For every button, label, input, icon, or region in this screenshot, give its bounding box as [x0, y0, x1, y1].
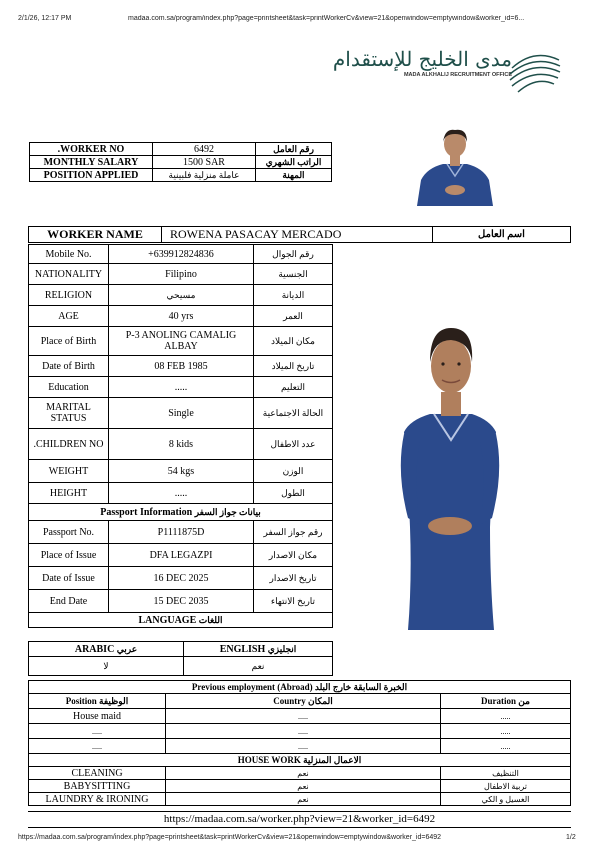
position-label: POSITION APPLIED — [30, 169, 153, 182]
header-position-ar: الوظيفة — [99, 695, 129, 706]
passport-label: Place of Issue — [29, 544, 109, 567]
worker-no-label: .WORKER NO — [30, 143, 153, 156]
detail-ar: رقم الجوال — [254, 245, 333, 264]
employment-title — [29, 681, 571, 694]
table-row-country: ..... — [166, 739, 441, 754]
detail-ar: مكان الميلاد — [254, 327, 333, 356]
table-row-duration: ..... — [441, 724, 571, 739]
detail-label: AGE — [29, 306, 109, 327]
passport-value: DFA LEGAZPI — [109, 544, 254, 567]
detail-value: 54 kgs — [109, 460, 254, 483]
housework-title-en: HOUSE WORK — [237, 754, 301, 765]
worker-name-table — [28, 226, 571, 243]
housework-ar: التنظيف — [441, 767, 571, 780]
detail-ar: العمر — [254, 306, 333, 327]
housework-value: نعم — [166, 793, 441, 806]
table-row-duration: ..... — [441, 739, 571, 754]
english-en: ENGLISH — [219, 643, 266, 655]
employment-title-en: Previous employment (Abroad) — [191, 681, 313, 692]
detail-ar: الحالة الاجتماعية — [254, 398, 333, 429]
housework-ar: تربية الاطفال — [441, 780, 571, 793]
employment-title-ar: الخبرة السابقة خارج البلد — [314, 681, 408, 692]
worker-name-value: ROWENA PASACAY MERCADO — [162, 227, 433, 243]
arabic-label — [29, 642, 184, 657]
language-section-title — [29, 613, 333, 628]
passport-label: Date of Issue — [29, 567, 109, 590]
header-duration — [441, 694, 571, 709]
detail-ar: تاريخ الميلاد — [254, 356, 333, 377]
header-country — [166, 694, 441, 709]
header-position — [29, 694, 166, 709]
worker-no-value: 6492 — [153, 143, 256, 156]
detail-value: 8 kids — [109, 429, 254, 460]
table-row-duration: ..... — [441, 709, 571, 724]
detail-value: Single — [109, 398, 254, 429]
detail-ar: الديانة — [254, 285, 333, 306]
detail-value: ..... — [109, 483, 254, 504]
worker-photo-large — [390, 322, 510, 632]
logo-mark-icon — [504, 38, 564, 98]
language-title-ar: اللغات — [198, 614, 223, 625]
header-duration-en: Duration — [481, 695, 517, 706]
detail-label: .CHILDREN NO — [29, 429, 109, 460]
english-value: نعم — [184, 657, 333, 676]
detail-value: P-3 ANOLING CAMALIG ALBAY — [109, 327, 254, 356]
passport-ar: رقم جواز السفر — [254, 521, 333, 544]
logo-arabic: مدى الخليج للإستقدام — [332, 47, 512, 71]
passport-section-title — [29, 504, 333, 521]
salary-label: MONTHLY SALARY — [30, 156, 153, 169]
worker-link[interactable]: https://madaa.com.sa/worker.php?view=21&worker_id=6492 — [28, 811, 571, 828]
detail-value: 40 yrs — [109, 306, 254, 327]
passport-label: End Date — [29, 590, 109, 613]
worker-name-label: WORKER NAME — [29, 227, 162, 243]
table-row-position: ..... — [29, 739, 166, 754]
arabic-ar: عربي — [116, 643, 138, 654]
worker-name-ar: اسم العامل — [433, 227, 571, 243]
housework-value: نعم — [166, 767, 441, 780]
passport-ar: مكان الاصدار — [254, 544, 333, 567]
housework-label: CLEANING — [29, 767, 166, 780]
position-ar: المهنة — [256, 169, 332, 182]
page-number: 1/2 — [566, 834, 576, 841]
position-value: عاملة منزلية فلبينية — [153, 169, 256, 182]
arabic-en: ARABIC — [74, 643, 115, 655]
table-row-position: House maid — [29, 709, 166, 724]
housework-ar: الغسيل و الكي — [441, 793, 571, 806]
detail-value: ..... — [109, 377, 254, 398]
language-table — [28, 641, 333, 676]
detail-value: 08 FEB 1985 — [109, 356, 254, 377]
print-footer-url: https://madaa.com.sa/program/index.php?page=printsheet&task=printWorkerCv&view=21&openwindow=emptywindow&worker_id=6492 — [18, 834, 442, 841]
detail-label: NATIONALITY — [29, 264, 109, 285]
logo-english: MADA ALKHALIJ RECRUITMENT OFFICE — [403, 72, 512, 78]
details-table — [28, 244, 333, 628]
housework-title — [29, 754, 571, 767]
housework-value: نعم — [166, 780, 441, 793]
passport-ar: تاريخ الانتهاء — [254, 590, 333, 613]
header-country-en: Country — [273, 695, 306, 706]
passport-value: P1111875D — [109, 521, 254, 544]
detail-label: WEIGHT — [29, 460, 109, 483]
worker-no-ar: رقم العامل — [256, 143, 332, 156]
detail-label: Education — [29, 377, 109, 398]
print-url: madaa.com.sa/program/index.php?page=printsheet&task=printWorkerCv&view=21&openwindow=emptywindow&worker_id=6... — [128, 15, 525, 22]
english-ar: انجليزي — [267, 643, 297, 654]
table-row-country: ..... — [166, 709, 441, 724]
top-info-table — [29, 142, 332, 182]
header-duration-ar: من — [518, 695, 530, 706]
passport-value: 16 DEC 2025 — [109, 567, 254, 590]
housework-label: LAUNDRY & IRONING — [29, 793, 166, 806]
passport-value: 15 DEC 2035 — [109, 590, 254, 613]
detail-label: Mobile No. — [29, 245, 109, 264]
language-title-en: LANGUAGE — [138, 614, 197, 626]
passport-title-en: Passport Information — [100, 506, 193, 518]
detail-ar: الجنسية — [254, 264, 333, 285]
salary-value: 1500 SAR — [153, 156, 256, 169]
english-label — [184, 642, 333, 657]
detail-ar: عدد الاطفال — [254, 429, 333, 460]
detail-ar: الطول — [254, 483, 333, 504]
housework-title-ar: الاعمال المنزلية — [303, 754, 362, 765]
print-datetime: 2/1/26, 12:17 PM — [18, 15, 72, 22]
detail-label: Date of Birth — [29, 356, 109, 377]
passport-label: Passport No. — [29, 521, 109, 544]
detail-label: RELIGION — [29, 285, 109, 306]
header-country-ar: المكان — [307, 695, 333, 706]
employment-table — [28, 680, 571, 806]
salary-ar: الراتب الشهري — [256, 156, 332, 169]
detail-ar: التعليم — [254, 377, 333, 398]
detail-value: +639912824836 — [109, 245, 254, 264]
table-row-country: ..... — [166, 724, 441, 739]
detail-label: HEIGHT — [29, 483, 109, 504]
arabic-value: لا — [29, 657, 184, 676]
detail-value: مسيحي — [109, 285, 254, 306]
passport-ar: تاريخ الاصدار — [254, 567, 333, 590]
detail-label: MARITAL STATUS — [29, 398, 109, 429]
detail-value: Filipino — [109, 264, 254, 285]
header-position-en: Position — [65, 695, 97, 706]
worker-photo-small — [405, 128, 505, 206]
passport-title-ar: بيانات جواز السفر — [194, 506, 261, 517]
housework-label: BABYSITTING — [29, 780, 166, 793]
detail-ar: الوزن — [254, 460, 333, 483]
table-row-position: ..... — [29, 724, 166, 739]
detail-label: Place of Birth — [29, 327, 109, 356]
